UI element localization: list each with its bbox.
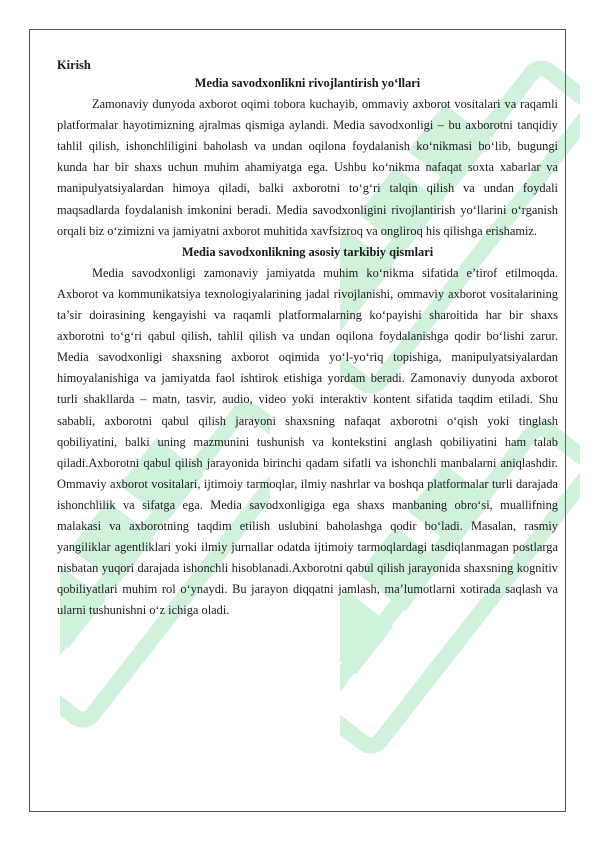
section-title-2: Media savodxonlikning asosiy tarkibiy qismlari [181, 244, 434, 259]
paragraph-1: Zamonaviy dunyoda axborot oqimi tobora kuchayib, ommaviy axborot vositalari va raqamli platformalar hayotimizning ajralmas qismiga aylandi. Media savodxonligi – bu axborotni tanqidiy tahlil qilish, ishonchliligini baholash va undan oqilona foydalanish ko‘nikmasi bo‘lib, bugungi kunda har bir shaxs uchun muhim ahamiyatga ega. Ushbu ko‘nikma nafaqat soxta xabarlar va manipulyatsiyalardan himoya qiladi, balki axborotni to‘g‘ri talqin qilish va undan foydali maqsadlarda foydalanish imkonini beradi. Media savodxonligini rivojlantirish yo‘llarini o‘rganish orqali biz o‘zimizni va jamiyatni axborot muhitida xavfsizroq va ongliroq his qilishga erishamiz. [57, 97, 558, 238]
intro-heading: Kirish [57, 58, 91, 72]
document-body [57, 57, 558, 621]
section-title-1: Media savodxonlikni rivojlantirish yo‘llari [194, 76, 421, 90]
paragraph-2: Media savodxonligi zamonaviy jamiyatda muhim ko‘nikma sifatida e’tirof etilmoqda. Axborot va kommunikatsiya texnologiyalarining jadal rivojlanishi, ommaviy axborot vositalarining ta’sir doirasining kengayishi va raqamli platformalarning ko‘payishi sharoitida har bir shaxs axborotni to‘g‘ri qabul qilish, tahlil qilish va undan oqilona foydalanishga qodir bo‘lishi zarur. Media savodxonligi shaxsning axborot oqimida yo‘l-yo‘riq topishiga, manipulyatsiyalardan himoyalanishiga va jamiyatda faol ishtirok etishiga yordam beradi. Zamonaviy dunyoda axborot turli shakllarda – matn, tasvir, audio, video yoki interaktiv kontent sifatida taqdim etiladi. Shu sababli, axborotni qabul qilish jarayoni shaxsning nafaqat axborotni o‘qish yoki tinglash qobiliyatini, balki uning mazmunini tushunish va kontekstini anglash qobiliyatini ham talab qiladi.Axborotni qabul qilish jarayonida birinchi qadam sifatli va ishonchli manbalarni aniqlashdir. Ommaviy axborot vositalari, ijtimoiy tarmoqlar, ilmiy nashrlar va boshqa platformalar turli darajada ishonchlilik va sifatga ega. Media savodxonligiga ega shaxs manbaning obro‘si, muallifning malakasi va axborotning taqdim etilish uslubini baholashga qodir bo‘ladi. Masalan, rasmiy yangiliklar agentliklari yoki ilmiy jurnallar odatda ijtimoiy tarmoqlardagi tasdiqlanmagan postlarga nisbatan yuqori darajada ishonchli hisoblanadi.Axborotni qabul qilish jarayonida shaxsning kognitiv qobiliyatlari muhim rol o‘ynaydi. Bu jarayon diqqatni jamlash, ma’lumotlarni xotirada saqlash va ularni tushunishni o‘z ichiga oladi. [57, 265, 558, 618]
